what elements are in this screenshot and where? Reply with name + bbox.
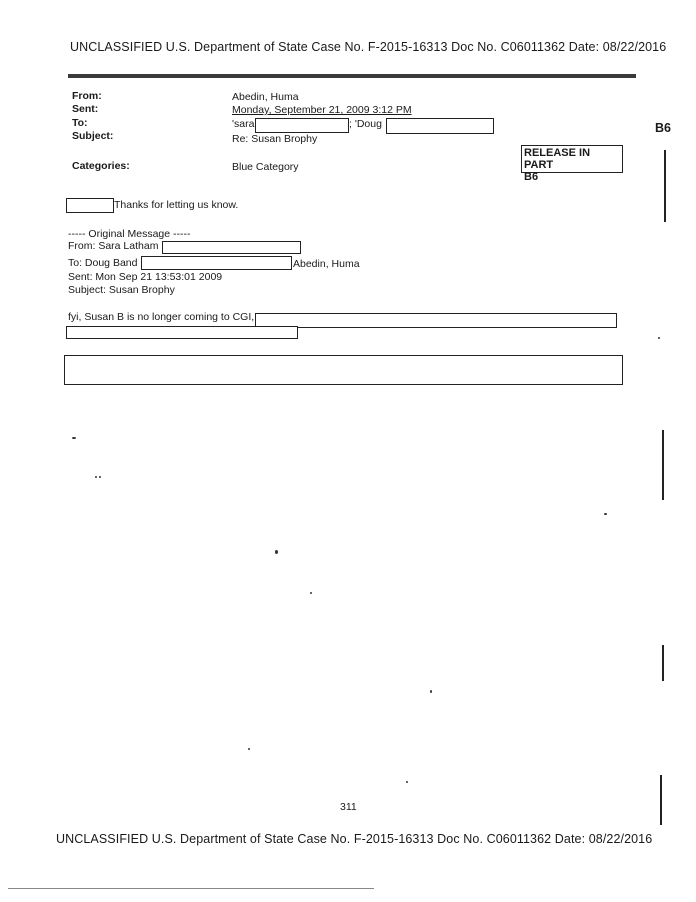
redaction-box <box>64 355 623 385</box>
categories-label: Categories: <box>72 160 130 172</box>
redaction-box <box>162 241 301 254</box>
redaction-box <box>66 326 298 339</box>
original-to-suffix: Abedin, Huma <box>293 258 360 270</box>
exemption-code: B6 <box>655 121 671 135</box>
redaction-box <box>141 256 292 270</box>
original-sent: Sent: Mon Sep 21 13:53:01 2009 <box>68 271 223 283</box>
redaction-box <box>255 118 349 133</box>
classification-header: UNCLASSIFIED U.S. Department of State Case No. F-2015-16313 Doc No. C06011362 Date: 08/22/2016 <box>70 40 667 54</box>
to-value-2: ; 'Doug <box>349 118 382 130</box>
original-subject: Subject: Susan Brophy <box>68 284 175 296</box>
from-label: From: <box>72 90 102 102</box>
page-number: 311 <box>340 801 357 813</box>
to-label: To: <box>72 117 88 129</box>
sent-label: Sent: <box>72 103 99 115</box>
stamp-line-1: RELEASE IN PART <box>524 147 591 171</box>
reply-text: Thanks for letting us know. <box>114 199 239 211</box>
subject-value: Re: Susan Brophy <box>232 133 318 145</box>
from-value: Abedin, Huma <box>232 91 299 103</box>
stamp-line-2: B6 <box>524 171 539 183</box>
header-rule <box>68 74 636 78</box>
scan-speck <box>658 337 660 339</box>
categories-value: Blue Category <box>232 161 299 173</box>
margin-bracket <box>664 150 666 222</box>
scan-speck <box>275 550 278 554</box>
scan-speck <box>99 476 101 478</box>
scan-speck <box>430 690 432 693</box>
scan-speck <box>604 513 607 515</box>
subject-label: Subject: <box>72 130 114 142</box>
scan-speck <box>95 476 97 478</box>
scan-speck <box>248 748 250 750</box>
original-to: To: Doug Band <box>68 257 138 269</box>
bottom-scan-line <box>8 888 374 889</box>
scan-speck <box>310 592 312 594</box>
classification-footer: UNCLASSIFIED U.S. Department of State Case No. F-2015-16313 Doc No. C06011362 Date: 08/22/2016 <box>56 832 653 846</box>
scan-speck <box>72 437 76 439</box>
original-from: From: Sara Latham <box>68 240 159 252</box>
release-stamp <box>521 145 623 183</box>
sent-value: Monday, September 21, 2009 3:12 PM <box>232 104 412 116</box>
redaction-box <box>255 313 617 328</box>
margin-bracket <box>662 430 664 500</box>
original-message-divider: ----- Original Message ----- <box>68 228 191 240</box>
margin-bracket <box>660 775 662 825</box>
to-value-1: 'sara <box>232 118 255 130</box>
redaction-box <box>386 118 494 134</box>
scan-speck <box>406 781 408 783</box>
original-body: fyi, Susan B is no longer coming to CGI, <box>68 311 255 323</box>
redaction-box <box>66 198 114 213</box>
margin-bracket <box>662 645 664 681</box>
